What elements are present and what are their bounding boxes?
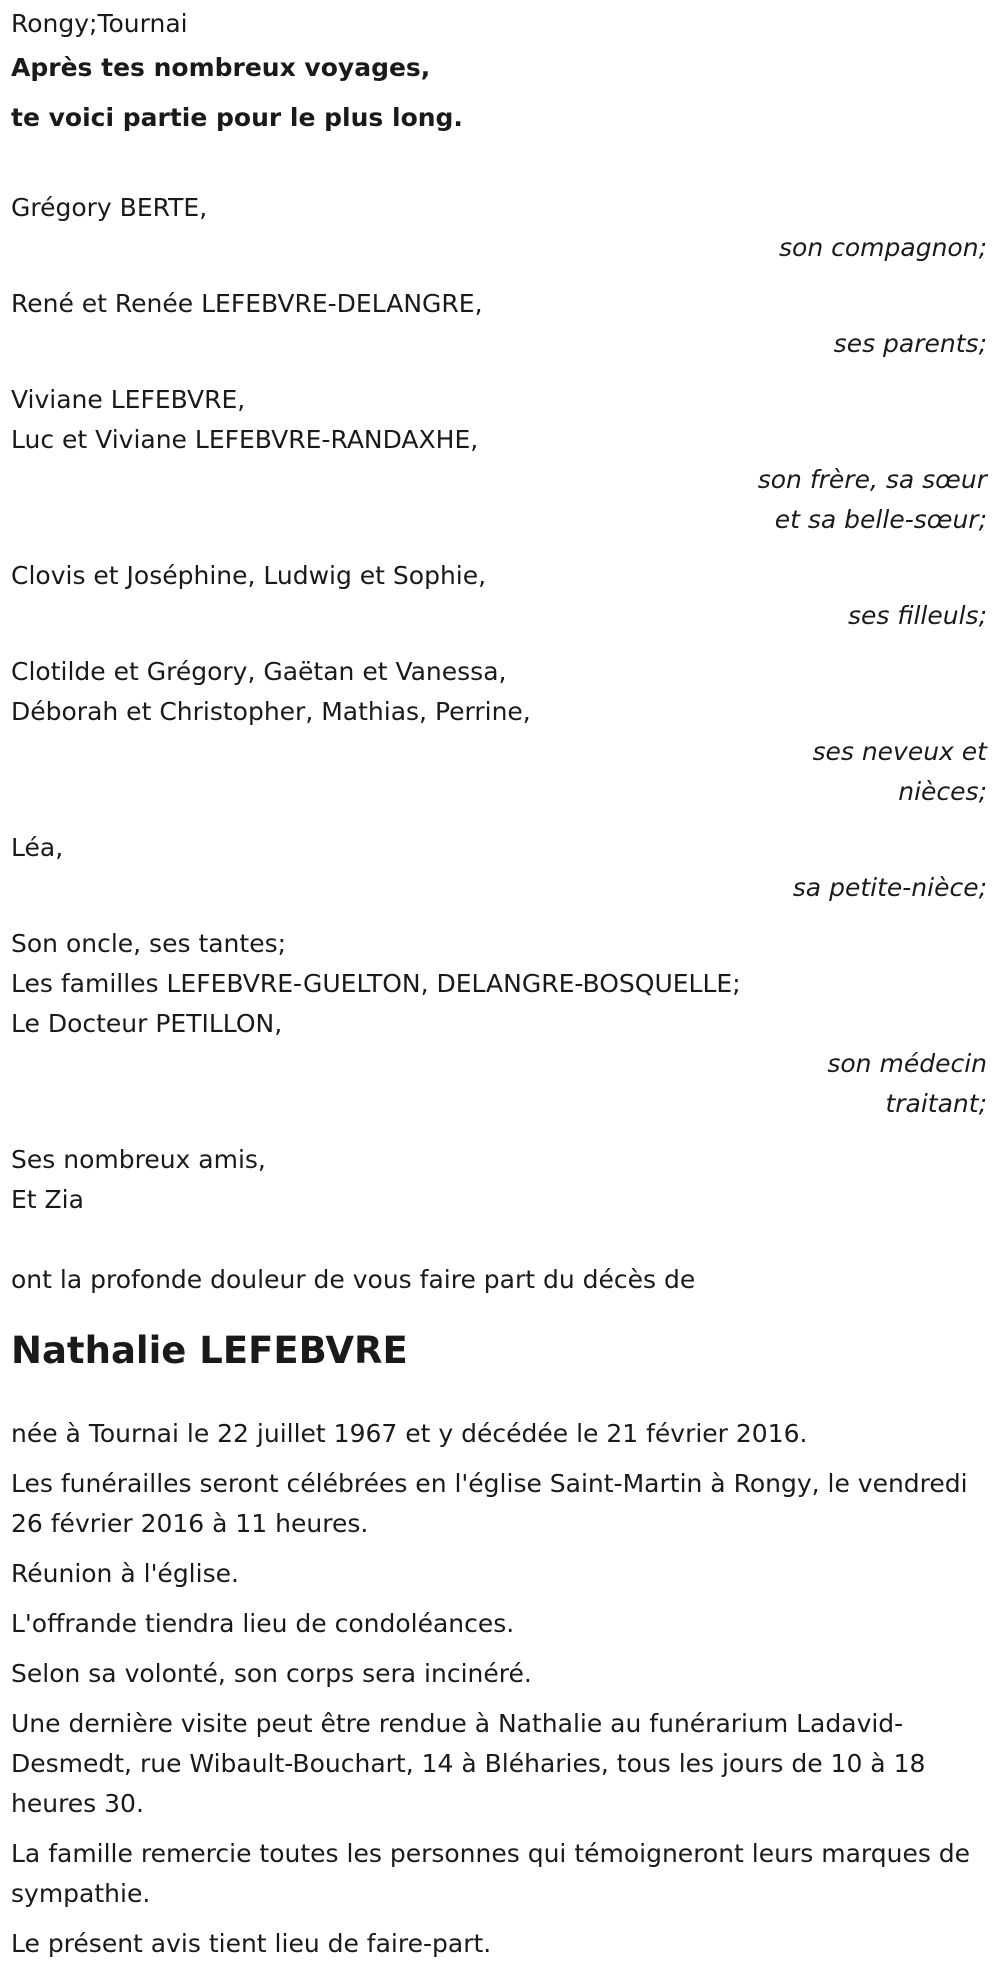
family-group xyxy=(11,380,989,540)
family-names: Le Docteur PETILLON, xyxy=(11,1009,283,1038)
family-list xyxy=(11,188,989,1220)
motto xyxy=(11,48,989,138)
family-group xyxy=(11,924,989,1124)
family-names: Son oncle, ses tantes; xyxy=(11,929,287,958)
announcement-text: ont la profonde douleur de vous faire part du décès de xyxy=(11,1265,696,1294)
location-header: Rongy;Tournai xyxy=(11,9,188,38)
family-group xyxy=(11,652,989,812)
family-role: ses filleuls; xyxy=(847,601,987,630)
family-names: René et Renée LEFEBVRE-DELANGRE, xyxy=(11,289,483,318)
family-role: et sa belle-sœur; xyxy=(774,505,987,534)
deceased-name: Nathalie LEFEBVRE xyxy=(11,1329,408,1372)
family-names: Déborah et Christopher, Mathias, Perrine, xyxy=(11,697,531,726)
family-role: son frère, sa sœur xyxy=(757,465,987,494)
family-names: Clotilde et Grégory, Gaëtan et Vanessa, xyxy=(11,657,507,686)
family-names: Les familles LEFEBVRE-GUELTON, DELANGRE-BOSQUELLE; xyxy=(11,969,741,998)
detail-paragraph: Le présent avis tient lieu de faire-part. xyxy=(11,1929,492,1958)
funeral-details xyxy=(11,1414,989,1964)
family-role: son compagnon; xyxy=(779,233,987,262)
obituary-notice xyxy=(11,4,989,1974)
family-role: sa petite-nièce; xyxy=(792,873,987,902)
family-names: Clovis et Joséphine, Ludwig et Sophie, xyxy=(11,561,487,590)
family-group xyxy=(11,284,989,364)
family-group xyxy=(11,1140,989,1220)
family-role: nièces; xyxy=(898,777,987,806)
detail-paragraph: née à Tournai le 22 juillet 1967 et y décédée le 21 février 2016. xyxy=(11,1419,808,1448)
family-group xyxy=(11,828,989,908)
family-names: Viviane LEFEBVRE, xyxy=(11,385,246,414)
detail-paragraph: Selon sa volonté, son corps sera incinéré. xyxy=(11,1659,532,1688)
family-role: son médecin xyxy=(827,1049,987,1078)
detail-paragraph: Réunion à l'église. xyxy=(11,1559,239,1588)
family-role: traitant; xyxy=(885,1089,987,1118)
motto-line-2: te voici partie pour le plus long. xyxy=(11,103,463,132)
motto-line-1: Après tes nombreux voyages, xyxy=(11,53,431,82)
family-role: ses parents; xyxy=(833,329,987,358)
detail-paragraph: Les funérailles seront célébrées en l'église Saint-Martin à Rongy, le vendredi 26 février 2016 à 11 heures. xyxy=(11,1469,968,1538)
detail-paragraph: Une dernière visite peut être rendue à Nathalie au funérarium Ladavid-Desmedt, rue Wibault-Bouchart, 14 à Bléharies, tous les jours de 10 à 18 heures 30. xyxy=(11,1709,926,1818)
family-names: Luc et Viviane LEFEBVRE-RANDAXHE, xyxy=(11,425,479,454)
family-names: Ses nombreux amis, xyxy=(11,1145,266,1174)
detail-paragraph: L'offrande tiendra lieu de condoléances. xyxy=(11,1609,515,1638)
family-names: Et Zia xyxy=(11,1185,84,1214)
family-group xyxy=(11,556,989,636)
family-role: ses neveux et xyxy=(812,737,987,766)
family-group xyxy=(11,188,989,268)
detail-paragraph: La famille remercie toutes les personnes qui témoigneront leurs marques de sympathie. xyxy=(11,1839,971,1908)
family-names: Grégory BERTE, xyxy=(11,193,208,222)
family-names: Léa, xyxy=(11,833,64,862)
